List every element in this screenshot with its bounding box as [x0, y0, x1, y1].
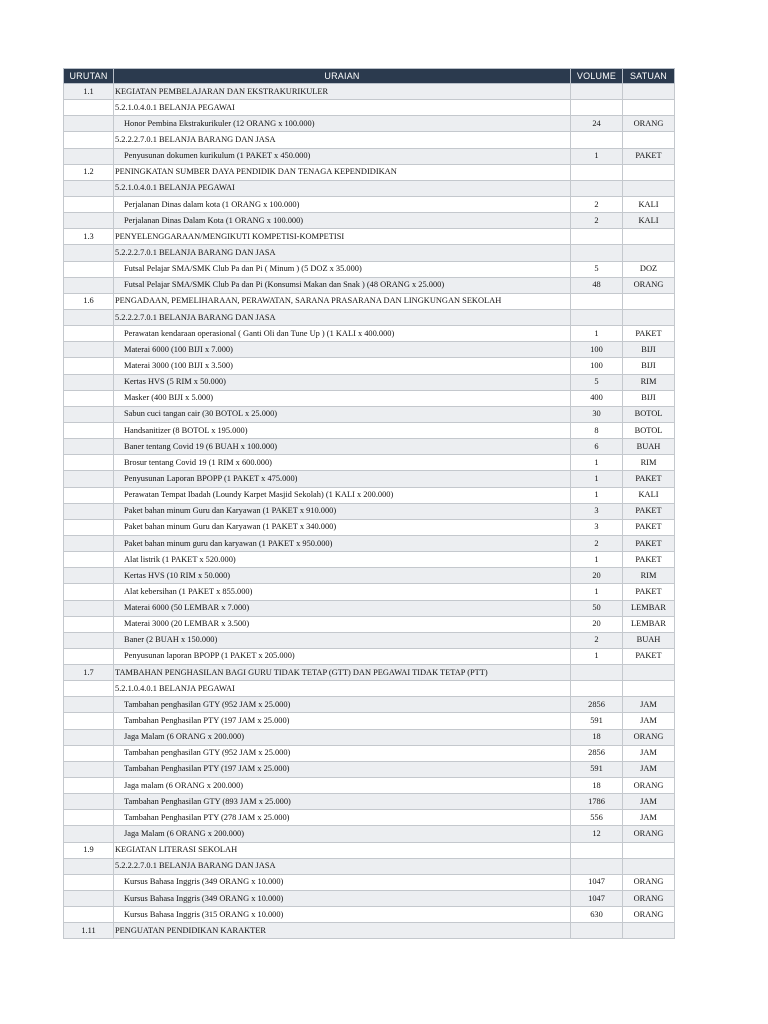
urutan-cell: 1.7 — [64, 665, 114, 681]
volume-cell — [571, 293, 623, 309]
table-row — [64, 439, 675, 455]
volume-cell: 2 — [571, 213, 623, 229]
urutan-cell — [64, 632, 114, 648]
table-row — [64, 213, 675, 229]
uraian-cell: Materai 3000 (100 BIJI x 3.500) — [114, 358, 571, 374]
uraian-cell: 5.2.2.2.7.0.1 BELANJA BARANG DAN JASA — [114, 245, 571, 261]
table-row — [64, 229, 675, 245]
urutan-cell — [64, 874, 114, 890]
satuan-cell — [623, 164, 675, 180]
satuan-cell: BOTOL — [623, 406, 675, 422]
volume-cell: 24 — [571, 116, 623, 132]
satuan-cell: BOTOL — [623, 422, 675, 438]
satuan-cell — [623, 132, 675, 148]
urutan-cell — [64, 100, 114, 116]
uraian-cell: PENGADAAN, PEMELIHARAAN, PERAWATAN, SARANA PRASARANA DAN LINGKUNGAN SEKOLAH — [114, 293, 571, 309]
table-row — [64, 858, 675, 874]
table-row — [64, 84, 675, 100]
urutan-cell — [64, 439, 114, 455]
satuan-cell — [623, 180, 675, 196]
urutan-cell — [64, 406, 114, 422]
table-row — [64, 826, 675, 842]
satuan-cell: BIJI — [623, 342, 675, 358]
satuan-cell: JAM — [623, 745, 675, 761]
uraian-cell: Penyusunan Laporan BPOPP (1 PAKET x 475.000) — [114, 471, 571, 487]
urutan-cell: 1.6 — [64, 293, 114, 309]
uraian-cell: Perawatan Tempat Ibadah (Loundy Karpet Masjid Sekolah) (1 KALI x 200.000) — [114, 487, 571, 503]
table-body — [64, 84, 675, 939]
satuan-cell: BUAH — [623, 632, 675, 648]
volume-cell: 48 — [571, 277, 623, 293]
volume-cell: 5 — [571, 261, 623, 277]
volume-cell: 100 — [571, 358, 623, 374]
urutan-cell — [64, 552, 114, 568]
table-row — [64, 535, 675, 551]
urutan-cell — [64, 810, 114, 826]
volume-cell: 2 — [571, 535, 623, 551]
urutan-cell — [64, 358, 114, 374]
table-row — [64, 148, 675, 164]
volume-cell — [571, 858, 623, 874]
uraian-cell: Tambahan penghasilan GTY (952 JAM x 25.000) — [114, 697, 571, 713]
table-row — [64, 100, 675, 116]
table-row — [64, 390, 675, 406]
table-row — [64, 907, 675, 923]
volume-cell: 3 — [571, 519, 623, 535]
urutan-cell — [64, 600, 114, 616]
volume-cell — [571, 100, 623, 116]
table-header — [64, 69, 675, 84]
urutan-cell — [64, 794, 114, 810]
volume-cell — [571, 84, 623, 100]
volume-cell: 50 — [571, 600, 623, 616]
volume-cell: 20 — [571, 616, 623, 632]
urutan-cell — [64, 858, 114, 874]
table-row — [64, 648, 675, 664]
satuan-cell: PAKET — [623, 535, 675, 551]
table-row — [64, 116, 675, 132]
urutan-cell — [64, 180, 114, 196]
table-row — [64, 309, 675, 325]
volume-cell — [571, 132, 623, 148]
table-row — [64, 422, 675, 438]
satuan-cell: PAKET — [623, 503, 675, 519]
uraian-cell: Kursus Bahasa Inggris (349 ORANG x 10.000) — [114, 891, 571, 907]
volume-cell: 8 — [571, 422, 623, 438]
urutan-cell — [64, 487, 114, 503]
urutan-cell — [64, 132, 114, 148]
uraian-cell: 5.2.2.2.7.0.1 BELANJA BARANG DAN JASA — [114, 858, 571, 874]
satuan-cell: PAKET — [623, 584, 675, 600]
urutan-cell — [64, 196, 114, 212]
uraian-cell: Penyusunan dokumen kurikulum (1 PAKET x 450.000) — [114, 148, 571, 164]
table-row — [64, 196, 675, 212]
table-row — [64, 293, 675, 309]
uraian-cell: Jaga Malam (6 ORANG x 200.000) — [114, 729, 571, 745]
satuan-cell: JAM — [623, 697, 675, 713]
table-row — [64, 923, 675, 939]
volume-cell — [571, 229, 623, 245]
uraian-cell: Penyusunan laporan BPOPP (1 PAKET x 205.000) — [114, 648, 571, 664]
satuan-cell — [623, 858, 675, 874]
urutan-cell — [64, 148, 114, 164]
column-header-volume: VOLUME — [571, 69, 623, 84]
uraian-cell: 5.2.2.2.7.0.1 BELANJA BARANG DAN JASA — [114, 132, 571, 148]
volume-cell — [571, 309, 623, 325]
volume-cell: 100 — [571, 342, 623, 358]
table-row — [64, 519, 675, 535]
urutan-cell — [64, 778, 114, 794]
satuan-cell: KALI — [623, 213, 675, 229]
uraian-cell: Baner tentang Covid 19 (6 BUAH x 100.000) — [114, 439, 571, 455]
table-row — [64, 245, 675, 261]
table-row — [64, 810, 675, 826]
urutan-cell — [64, 568, 114, 584]
volume-cell: 630 — [571, 907, 623, 923]
satuan-cell — [623, 309, 675, 325]
volume-cell: 2856 — [571, 745, 623, 761]
volume-cell: 1 — [571, 148, 623, 164]
urutan-cell — [64, 422, 114, 438]
uraian-cell: PENYELENGGARAAN/MENGIKUTI KOMPETISI-KOMPETISI — [114, 229, 571, 245]
table-row — [64, 164, 675, 180]
urutan-cell — [64, 116, 114, 132]
volume-cell: 1047 — [571, 891, 623, 907]
table-row — [64, 503, 675, 519]
uraian-cell: Sabun cuci tangan cair (30 BOTOL x 25.000) — [114, 406, 571, 422]
satuan-cell: ORANG — [623, 874, 675, 890]
urutan-cell — [64, 390, 114, 406]
table-row — [64, 358, 675, 374]
satuan-cell: ORANG — [623, 778, 675, 794]
urutan-cell — [64, 713, 114, 729]
urutan-cell — [64, 648, 114, 664]
uraian-cell: Alat listrik (1 PAKET x 520.000) — [114, 552, 571, 568]
column-header-uraian: URAIAN — [114, 69, 571, 84]
urutan-cell — [64, 891, 114, 907]
urutan-cell — [64, 261, 114, 277]
table-row — [64, 261, 675, 277]
table-row — [64, 584, 675, 600]
urutan-cell — [64, 455, 114, 471]
table-row — [64, 471, 675, 487]
header-row — [64, 69, 675, 84]
urutan-cell: 1.3 — [64, 229, 114, 245]
satuan-cell: PAKET — [623, 148, 675, 164]
satuan-cell: JAM — [623, 810, 675, 826]
urutan-cell — [64, 681, 114, 697]
column-header-urutan: URUTAN — [64, 69, 114, 84]
uraian-cell: 5.2.1.0.4.0.1 BELANJA PEGAWAI — [114, 100, 571, 116]
satuan-cell — [623, 923, 675, 939]
satuan-cell: RIM — [623, 374, 675, 390]
satuan-cell: KALI — [623, 196, 675, 212]
table-row — [64, 180, 675, 196]
urutan-cell — [64, 729, 114, 745]
volume-cell: 1 — [571, 487, 623, 503]
satuan-cell: ORANG — [623, 891, 675, 907]
uraian-cell: Kertas HVS (5 RIM x 50.000) — [114, 374, 571, 390]
satuan-cell — [623, 229, 675, 245]
table-row — [64, 665, 675, 681]
satuan-cell: PAKET — [623, 648, 675, 664]
volume-cell: 2 — [571, 196, 623, 212]
urutan-cell — [64, 584, 114, 600]
table-row — [64, 326, 675, 342]
satuan-cell — [623, 245, 675, 261]
uraian-cell: TAMBAHAN PENGHASILAN BAGI GURU TIDAK TETAP (GTT) DAN PEGAWAI TIDAK TETAP (PTT) — [114, 665, 571, 681]
uraian-cell: Perjalanan Dinas dalam kota (1 ORANG x 100.000) — [114, 196, 571, 212]
satuan-cell: JAM — [623, 761, 675, 777]
volume-cell: 1 — [571, 552, 623, 568]
volume-cell: 1 — [571, 584, 623, 600]
volume-cell: 1 — [571, 455, 623, 471]
table-row — [64, 761, 675, 777]
column-header-satuan: SATUAN — [623, 69, 675, 84]
uraian-cell: Masker (400 BIJI x 5.000) — [114, 390, 571, 406]
urutan-cell — [64, 245, 114, 261]
volume-cell: 2 — [571, 632, 623, 648]
uraian-cell: Materai 6000 (100 BIJI x 7.000) — [114, 342, 571, 358]
uraian-cell: Materai 6000 (50 LEMBAR x 7.000) — [114, 600, 571, 616]
table-row — [64, 681, 675, 697]
satuan-cell: BIJI — [623, 358, 675, 374]
volume-cell: 3 — [571, 503, 623, 519]
volume-cell — [571, 164, 623, 180]
urutan-cell: 1.2 — [64, 164, 114, 180]
uraian-cell: PENGUATAN PENDIDIKAN KARAKTER — [114, 923, 571, 939]
volume-cell — [571, 842, 623, 858]
table-row — [64, 277, 675, 293]
urutan-cell — [64, 745, 114, 761]
urutan-cell: 1.1 — [64, 84, 114, 100]
table-row — [64, 552, 675, 568]
table-row — [64, 455, 675, 471]
volume-cell: 18 — [571, 729, 623, 745]
table-row — [64, 568, 675, 584]
urutan-cell — [64, 213, 114, 229]
satuan-cell: ORANG — [623, 277, 675, 293]
satuan-cell: ORANG — [623, 907, 675, 923]
urutan-cell — [64, 503, 114, 519]
satuan-cell: PAKET — [623, 552, 675, 568]
satuan-cell: ORANG — [623, 116, 675, 132]
table-row — [64, 616, 675, 632]
uraian-cell: Tambahan Penghasilan PTY (197 JAM x 25.000) — [114, 713, 571, 729]
satuan-cell: KALI — [623, 487, 675, 503]
volume-cell: 591 — [571, 761, 623, 777]
satuan-cell: BUAH — [623, 439, 675, 455]
urutan-cell — [64, 519, 114, 535]
uraian-cell: PENINGKATAN SUMBER DAYA PENDIDIK DAN TENAGA KEPENDIDIKAN — [114, 164, 571, 180]
uraian-cell: KEGIATAN PEMBELAJARAN DAN EKSTRAKURIKULER — [114, 84, 571, 100]
budget-table — [63, 68, 675, 939]
table-row — [64, 632, 675, 648]
uraian-cell: Alat kebersihan (1 PAKET x 855.000) — [114, 584, 571, 600]
uraian-cell: Paket bahan minum Guru dan Karyawan (1 PAKET x 340.000) — [114, 519, 571, 535]
volume-cell: 1 — [571, 471, 623, 487]
volume-cell: 30 — [571, 406, 623, 422]
uraian-cell: KEGIATAN LITERASI SEKOLAH — [114, 842, 571, 858]
volume-cell: 18 — [571, 778, 623, 794]
uraian-cell: 5.2.1.0.4.0.1 BELANJA PEGAWAI — [114, 180, 571, 196]
satuan-cell: RIM — [623, 455, 675, 471]
urutan-cell — [64, 342, 114, 358]
volume-cell: 2856 — [571, 697, 623, 713]
urutan-cell — [64, 761, 114, 777]
satuan-cell: LEMBAR — [623, 616, 675, 632]
table-row — [64, 487, 675, 503]
table-row — [64, 132, 675, 148]
volume-cell: 1047 — [571, 874, 623, 890]
satuan-cell — [623, 681, 675, 697]
volume-cell: 20 — [571, 568, 623, 584]
uraian-cell: Tambahan Penghasilan PTY (278 JAM x 25.000) — [114, 810, 571, 826]
urutan-cell — [64, 697, 114, 713]
uraian-cell: Jaga malam (6 ORANG x 200.000) — [114, 778, 571, 794]
table-row — [64, 891, 675, 907]
satuan-cell: DOZ — [623, 261, 675, 277]
uraian-cell: Kursus Bahasa Inggris (315 ORANG x 10.000) — [114, 907, 571, 923]
uraian-cell: Tambahan penghasilan GTY (952 JAM x 25.000) — [114, 745, 571, 761]
satuan-cell: LEMBAR — [623, 600, 675, 616]
urutan-cell — [64, 826, 114, 842]
table-row — [64, 374, 675, 390]
satuan-cell: JAM — [623, 794, 675, 810]
satuan-cell — [623, 293, 675, 309]
table-row — [64, 745, 675, 761]
satuan-cell — [623, 665, 675, 681]
volume-cell: 1786 — [571, 794, 623, 810]
satuan-cell: PAKET — [623, 471, 675, 487]
uraian-cell: Paket bahan minum guru dan karyawan (1 PAKET x 950.000) — [114, 535, 571, 551]
volume-cell — [571, 923, 623, 939]
table-row — [64, 778, 675, 794]
urutan-cell — [64, 535, 114, 551]
volume-cell — [571, 245, 623, 261]
urutan-cell: 1.11 — [64, 923, 114, 939]
satuan-cell — [623, 100, 675, 116]
uraian-cell: Tambahan Penghasilan GTY (893 JAM x 25.000) — [114, 794, 571, 810]
uraian-cell: Brosur tentang Covid 19 (1 RIM x 600.000) — [114, 455, 571, 471]
uraian-cell: Handsanitizer (8 BOTOL x 195.000) — [114, 422, 571, 438]
satuan-cell — [623, 842, 675, 858]
uraian-cell: Perawatan kendaraan operasional ( Ganti Oli dan Tune Up ) (1 KALI x 400.000) — [114, 326, 571, 342]
table-row — [64, 713, 675, 729]
uraian-cell: 5.2.1.0.4.0.1 BELANJA PEGAWAI — [114, 681, 571, 697]
uraian-cell: Kursus Bahasa Inggris (349 ORANG x 10.000) — [114, 874, 571, 890]
volume-cell: 556 — [571, 810, 623, 826]
satuan-cell: BIJI — [623, 390, 675, 406]
uraian-cell: Perjalanan Dinas Dalam Kota (1 ORANG x 100.000) — [114, 213, 571, 229]
uraian-cell: Jaga Malam (6 ORANG x 200.000) — [114, 826, 571, 842]
table-row — [64, 729, 675, 745]
satuan-cell: PAKET — [623, 326, 675, 342]
table-row — [64, 874, 675, 890]
urutan-cell — [64, 326, 114, 342]
uraian-cell: Kertas HVS (10 RIM x 50.000) — [114, 568, 571, 584]
table-row — [64, 842, 675, 858]
volume-cell: 5 — [571, 374, 623, 390]
satuan-cell: ORANG — [623, 826, 675, 842]
uraian-cell: Materai 3000 (20 LEMBAR x 3.500) — [114, 616, 571, 632]
urutan-cell — [64, 471, 114, 487]
urutan-cell — [64, 616, 114, 632]
volume-cell: 591 — [571, 713, 623, 729]
volume-cell — [571, 665, 623, 681]
satuan-cell — [623, 84, 675, 100]
volume-cell: 1 — [571, 648, 623, 664]
urutan-cell — [64, 309, 114, 325]
satuan-cell: RIM — [623, 568, 675, 584]
uraian-cell: Baner (2 BUAH x 150.000) — [114, 632, 571, 648]
table-row — [64, 794, 675, 810]
uraian-cell: Futsal Pelajar SMA/SMK Club Pa dan Pi ( Minum ) (5 DOZ x 35.000) — [114, 261, 571, 277]
volume-cell: 1 — [571, 326, 623, 342]
urutan-cell — [64, 374, 114, 390]
table-row — [64, 406, 675, 422]
volume-cell: 12 — [571, 826, 623, 842]
table-row — [64, 600, 675, 616]
table-row — [64, 697, 675, 713]
uraian-cell: Honor Pembina Ekstrakurikuler (12 ORANG x 100.000) — [114, 116, 571, 132]
table-row — [64, 342, 675, 358]
urutan-cell — [64, 277, 114, 293]
uraian-cell: Tambahan Penghasilan PTY (197 JAM x 25.000) — [114, 761, 571, 777]
budget-sheet — [63, 68, 674, 939]
satuan-cell: ORANG — [623, 729, 675, 745]
volume-cell — [571, 681, 623, 697]
volume-cell: 6 — [571, 439, 623, 455]
uraian-cell: 5.2.2.2.7.0.1 BELANJA BARANG DAN JASA — [114, 309, 571, 325]
satuan-cell: PAKET — [623, 519, 675, 535]
satuan-cell: JAM — [623, 713, 675, 729]
urutan-cell — [64, 907, 114, 923]
uraian-cell: Futsal Pelajar SMA/SMK Club Pa dan Pi (Konsumsi Makan dan Snak ) (48 ORANG x 25.000) — [114, 277, 571, 293]
uraian-cell: Paket bahan minum Guru dan Karyawan (1 PAKET x 910.000) — [114, 503, 571, 519]
volume-cell — [571, 180, 623, 196]
urutan-cell: 1.9 — [64, 842, 114, 858]
volume-cell: 400 — [571, 390, 623, 406]
